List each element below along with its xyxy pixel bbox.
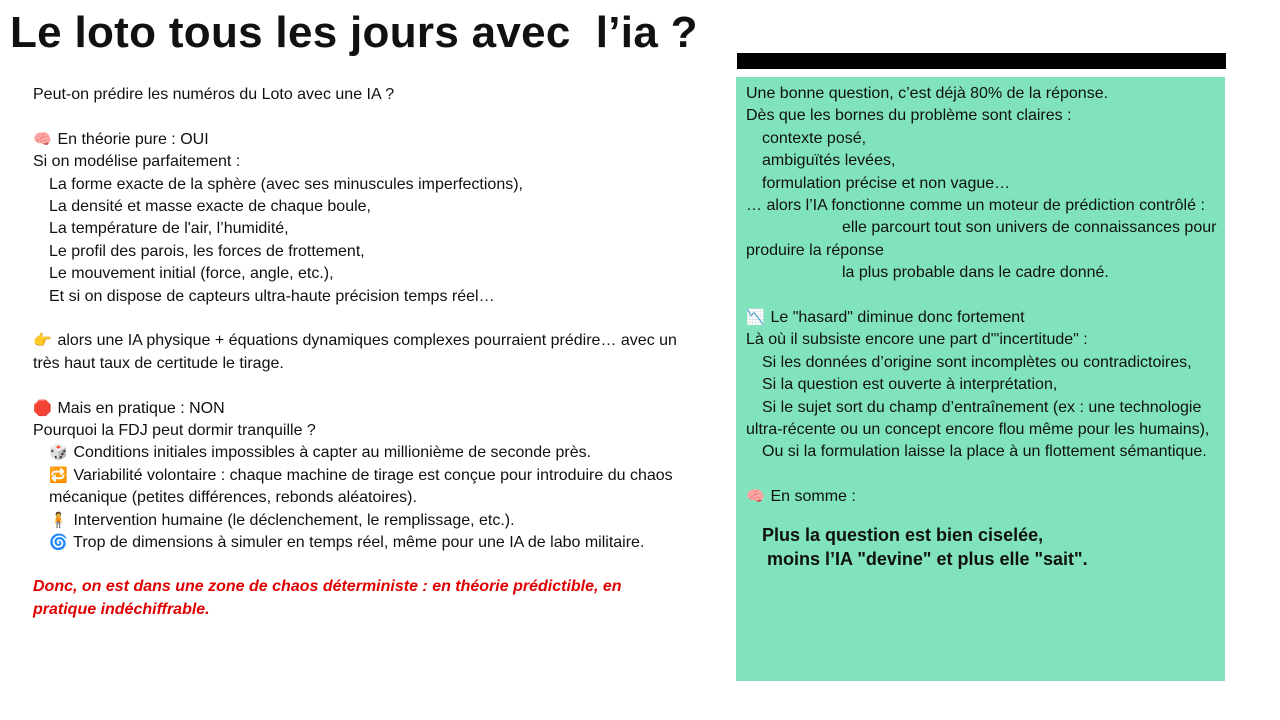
theory-item: La forme exacte de la sphère (avec ses minuscules imperfections), (49, 175, 523, 193)
practice-heading-text: Mais en pratique : NON (57, 399, 225, 417)
black-bar (737, 53, 1226, 69)
practice-item (33, 465, 683, 510)
summary-heading (746, 486, 1217, 508)
theory-heading-text: En théorie pure : OUI (57, 130, 209, 148)
practice-item-text: Variabilité volontaire : chaque machine de tirage est conçue pour introduire du chaos mécanique (petites différences, rebonds aléatoires). (49, 466, 678, 507)
dice-icon: 🎲 (49, 444, 68, 462)
practice-item (33, 442, 683, 464)
practice-item-text: Intervention humaine (le déclenchement, le remplissage, etc.). (73, 511, 515, 529)
panel-predict-a: elle parcourt tout son univers de connaissances pour produire la réponse (746, 219, 1221, 259)
chance-item: Si le sujet sort du champ d’entraînement (ex : une technologie ultra-récente ou un concept encore flou même pour les humains), (746, 398, 1210, 439)
spacer (33, 375, 683, 397)
brain-icon: 🧠 (33, 130, 52, 148)
chart-decreasing-icon: 📉 (746, 309, 765, 327)
panel-predict-b: la plus probable dans le cadre donné. (842, 264, 1109, 282)
practice-item-text: Trop de dimensions à simuler en temps réel, même pour une IA de labo militaire. (73, 534, 645, 552)
intro-question: Peut-on prédire les numéros du Loto avec une IA ? (33, 86, 395, 103)
spacer (33, 308, 683, 330)
panel-bullet: ambiguïtés levées, (762, 152, 896, 170)
practice-item (33, 510, 683, 532)
spiral-icon: 🌀 (49, 534, 68, 552)
theory-lead: Si on modélise parfaitement : (33, 153, 241, 171)
spacer (746, 464, 1217, 486)
repeat-icon: 🔁 (49, 466, 68, 484)
panel-line: Dès que les bornes du problème sont claires : (746, 107, 1072, 125)
chance-item: Si les données d’origine sont incomplètes ou contradictoires, (762, 353, 1192, 371)
theory-item: Et si on dispose de capteurs ultra-haute précision temps réel… (49, 287, 495, 305)
spacer (746, 509, 1217, 523)
practice-item-text: Conditions initiales impossibles à capter au millionième de seconde près. (73, 444, 592, 462)
stop-sign-icon: 🛑 (33, 399, 52, 417)
final-line-1: Plus la question est bien ciselée, (762, 524, 1044, 545)
practice-item (33, 532, 683, 554)
panel-bullet: formulation précise et non vague… (762, 174, 1011, 192)
theory-item: Le profil des parois, les forces de frottement, (49, 242, 365, 260)
spacer (746, 285, 1217, 307)
panel-bullet: contexte posé, (762, 129, 867, 147)
point-paragraph (33, 330, 683, 375)
chance-item: Ou si la formulation laisse la place à un flottement sémantique. (762, 443, 1207, 461)
right-panel (736, 77, 1225, 681)
theory-item: La densité et masse exacte de chaque boule, (49, 198, 371, 216)
panel-predict: … alors l’IA fonctionne comme un moteur de prédiction contrôlé : (746, 197, 1205, 215)
practice-lead: Pourquoi la FDJ peut dormir tranquille ? (33, 422, 316, 440)
theory-item: La température de l'air, l’humidité, (49, 220, 289, 238)
point-text: alors une IA physique + équations dynamiques complexes pourraient prédire… avec un très haut taux de certitude le tirage. (33, 332, 682, 372)
final-line-2: moins l’IA "devine" et plus elle "sait". (762, 548, 1088, 569)
brain-icon: 🧠 (746, 488, 765, 506)
conclusion-text: Donc, on est dans une zone de chaos déterministe : en théorie prédictible, en pratique indéchiffrable. (33, 578, 627, 618)
chance-heading-text: Le "hasard" diminue donc fortement (770, 309, 1025, 327)
page-title: Le loto tous les jours avec l’ia ? (10, 8, 698, 57)
theory-item: Le mouvement initial (force, angle, etc.), (49, 265, 334, 283)
panel-line: Une bonne question, c’est déjà 80% de la réponse. (746, 85, 1109, 102)
chance-lead: Là où il subsiste encore une part d'"incertitude" : (746, 331, 1088, 349)
chance-item: Si la question est ouverte à interprétation, (762, 376, 1058, 394)
pointing-hand-icon: 👉 (33, 332, 52, 350)
practice-heading (33, 398, 683, 420)
left-column (33, 84, 683, 621)
theory-heading (33, 129, 683, 151)
chance-heading (746, 307, 1217, 329)
person-icon: 🧍 (49, 511, 68, 529)
spacer (33, 106, 683, 128)
summary-heading-text: En somme : (770, 488, 856, 506)
